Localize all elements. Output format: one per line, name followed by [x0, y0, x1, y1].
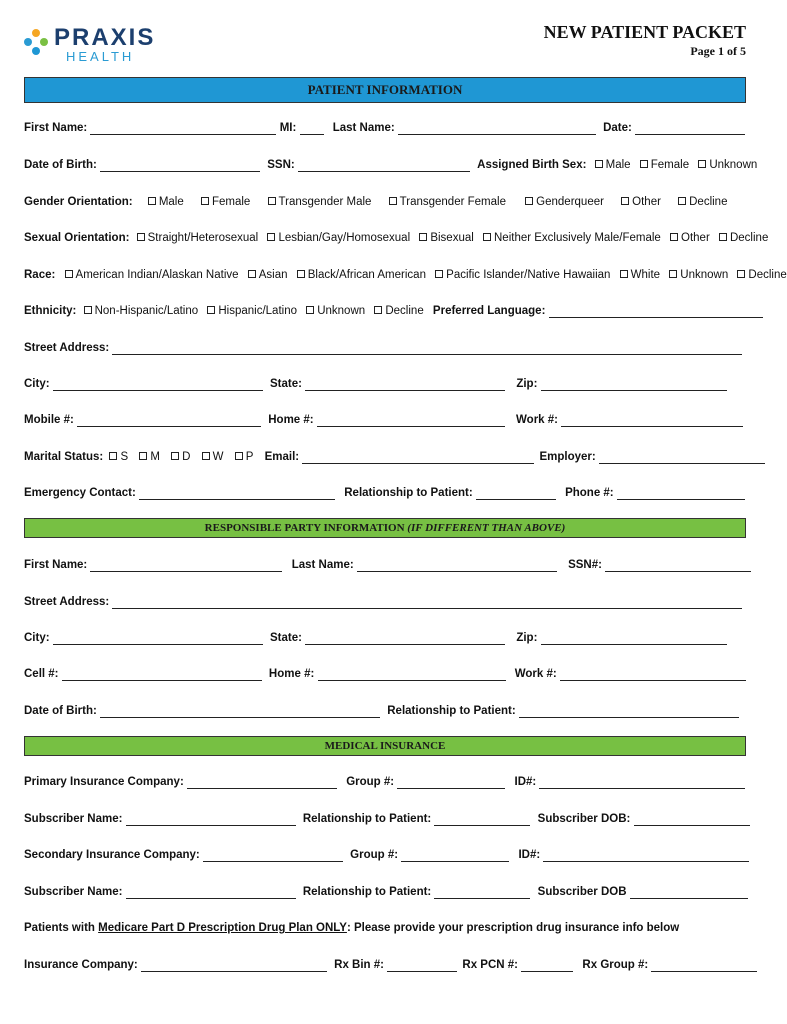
checkbox[interactable]: [148, 197, 156, 205]
checkbox[interactable]: [137, 233, 145, 241]
rx-company-label: Insurance Company:: [24, 959, 138, 971]
email-field[interactable]: [302, 451, 534, 464]
gender-label: Gender Orientation:: [24, 196, 133, 208]
race-option[interactable]: American Indian/Alaskan Native: [65, 268, 239, 282]
resp-city-field[interactable]: [53, 632, 263, 645]
work-label: Work #:: [516, 414, 558, 426]
responsible-note: (IF DIFFERENT THAN ABOVE): [407, 522, 566, 534]
sexual-option[interactable]: Neither Exclusively Male/Female: [483, 231, 661, 245]
race-option[interactable]: White: [620, 268, 660, 282]
email-label: Email:: [264, 451, 300, 463]
emergency-field[interactable]: [139, 487, 335, 500]
marital-label: Marital Status:: [24, 451, 104, 463]
resp-city-label: City:: [24, 632, 50, 644]
responsible-party-header: [24, 518, 746, 538]
checkbox[interactable]: [84, 306, 92, 314]
home-field[interactable]: [317, 414, 505, 427]
id-label-2: ID#:: [518, 849, 541, 861]
checkbox[interactable]: [268, 197, 276, 205]
group-label-2: Group #:: [350, 849, 399, 861]
sexual-orientation-row: [24, 231, 769, 245]
race-option[interactable]: Asian: [248, 268, 288, 282]
medicare-note: [24, 921, 746, 935]
ethnicity-option[interactable]: Hispanic/Latino: [207, 304, 297, 318]
responsible-city-row: [24, 631, 746, 645]
resp-zip-field[interactable]: [541, 632, 727, 645]
packet-title: NEW PATIENT PACKET: [543, 22, 746, 42]
secondary-insurance-row: [24, 848, 746, 862]
ins-relationship-label-2: Relationship to Patient:: [302, 886, 432, 898]
mobile-field[interactable]: [77, 414, 261, 427]
sexual-option[interactable]: Decline: [719, 231, 768, 245]
first-name-label: First Name:: [24, 122, 88, 134]
ethnicity-label: Ethnicity:: [24, 305, 77, 317]
phone-field[interactable]: [617, 487, 745, 500]
race-option[interactable]: Unknown: [669, 268, 728, 282]
subscriber-field[interactable]: [126, 813, 296, 826]
resp-dob-label: Date of Birth:: [24, 705, 97, 717]
checkbox[interactable]: [139, 452, 147, 460]
sexual-option[interactable]: Bisexual: [419, 231, 473, 245]
secondary-subscriber-row: [24, 885, 746, 899]
medical-insurance-header: MEDICAL INSURANCE: [24, 736, 746, 756]
checkbox[interactable]: [640, 160, 648, 168]
resp-first-name-label: First Name:: [24, 559, 88, 571]
responsible-title: RESPONSIBLE PARTY INFORMATION: [204, 522, 405, 534]
logo-mark-icon: [22, 28, 50, 56]
subscriber-label: Subscriber Name:: [24, 813, 123, 825]
mi-field[interactable]: [300, 122, 324, 135]
race-option[interactable]: Pacific Islander/Native Hawaiian: [435, 268, 610, 282]
resp-ssn-field[interactable]: [605, 559, 751, 572]
group-field-2[interactable]: [401, 849, 509, 862]
responsible-dob-row: [24, 704, 746, 718]
rx-pcn-label: Rx PCN #:: [462, 959, 519, 971]
checkbox[interactable]: [669, 270, 677, 278]
resp-last-name-field[interactable]: [357, 559, 557, 572]
medicare-note-pre: Patients with: [24, 922, 99, 934]
checkbox[interactable]: [267, 233, 275, 241]
checkbox[interactable]: [595, 160, 603, 168]
ssn-label: SSN:: [267, 159, 295, 171]
birth-sex-option[interactable]: Female: [640, 158, 689, 172]
medicare-note-plan: Medicare Part D Prescription Drug Plan ONLY: [98, 922, 347, 934]
dob-label: Date of Birth:: [24, 159, 97, 171]
subscriber-field-2[interactable]: [126, 886, 296, 899]
street-row: [24, 341, 746, 355]
ethnicity-option[interactable]: Non-Hispanic/Latino: [84, 304, 199, 318]
checkbox[interactable]: [419, 233, 427, 241]
resp-work-label: Work #:: [514, 668, 557, 680]
logo-word-health: HEALTH: [66, 49, 135, 64]
home-label: Home #:: [268, 414, 314, 426]
id-label: ID#:: [514, 776, 537, 788]
city-label: City:: [24, 378, 50, 390]
checkbox[interactable]: [483, 233, 491, 241]
language-field[interactable]: [549, 305, 763, 318]
phone-row: [24, 413, 746, 427]
id-field[interactable]: [539, 776, 745, 789]
subscriber-label-2: Subscriber Name:: [24, 886, 123, 898]
ins-relationship-label: Relationship to Patient:: [302, 813, 432, 825]
mobile-label: Mobile #:: [24, 414, 74, 426]
relationship-field[interactable]: [476, 487, 556, 500]
checkbox[interactable]: [678, 197, 686, 205]
resp-home-label: Home #:: [268, 668, 315, 680]
resp-last-name-label: Last Name:: [291, 559, 354, 571]
last-name-label: Last Name:: [332, 122, 395, 134]
rx-bin-label: Rx Bin #:: [334, 959, 384, 971]
emergency-label: Emergency Contact:: [24, 487, 136, 499]
phone-label: Phone #:: [565, 487, 614, 499]
secondary-insurance-field[interactable]: [203, 849, 343, 862]
marital-option[interactable]: S: [109, 450, 128, 464]
group-label: Group #:: [346, 776, 395, 788]
gender-option[interactable]: Transgender Female: [389, 195, 506, 209]
ins-relationship-field[interactable]: [434, 813, 530, 826]
resp-relationship-field[interactable]: [519, 705, 739, 718]
resp-state-field[interactable]: [305, 632, 505, 645]
primary-insurance-label: Primary Insurance Company:: [24, 776, 184, 788]
gender-option[interactable]: Decline: [678, 195, 727, 209]
group-field[interactable]: [397, 776, 505, 789]
state-label: State:: [269, 378, 302, 390]
mi-label: MI:: [279, 122, 297, 134]
resp-street-label: Street Address:: [24, 596, 110, 608]
resp-zip-label: Zip:: [516, 632, 538, 644]
resp-relationship-label: Relationship to Patient:: [387, 705, 516, 717]
rx-row: [24, 958, 746, 972]
subscriber-dob-label-2: Subscriber DOB: [537, 886, 627, 898]
resp-state-label: State:: [269, 632, 302, 644]
employer-label: Employer:: [539, 451, 596, 463]
checkbox[interactable]: [621, 197, 629, 205]
birth-sex-option[interactable]: Unknown: [698, 158, 757, 172]
gender-option[interactable]: Genderqueer: [525, 195, 604, 209]
city-field[interactable]: [53, 378, 263, 391]
primary-insurance-field[interactable]: [187, 776, 337, 789]
checkbox[interactable]: [435, 270, 443, 278]
responsible-name-row: [24, 558, 746, 572]
resp-cell-field[interactable]: [62, 668, 262, 681]
zip-label: Zip:: [516, 378, 538, 390]
checkbox[interactable]: [698, 160, 706, 168]
zip-field[interactable]: [541, 378, 727, 391]
checkbox[interactable]: [737, 270, 745, 278]
resp-work-field[interactable]: [560, 668, 746, 681]
marital-option[interactable]: M: [139, 450, 160, 464]
checkbox[interactable]: [719, 233, 727, 241]
checkbox[interactable]: [525, 197, 533, 205]
marital-option[interactable]: D: [171, 450, 190, 464]
ethnicity-row: [24, 304, 746, 318]
birth-sex-label: Assigned Birth Sex:: [477, 159, 587, 171]
secondary-insurance-label: Secondary Insurance Company:: [24, 849, 200, 861]
marital-row: [24, 450, 746, 464]
checkbox[interactable]: [670, 233, 678, 241]
responsible-phone-row: [24, 667, 746, 681]
responsible-street-row: [24, 595, 746, 609]
sexual-option[interactable]: Straight/Heterosexual: [137, 231, 259, 245]
subscriber-dob-label: Subscriber DOB:: [537, 813, 631, 825]
marital-option[interactable]: P: [235, 450, 254, 464]
page-number: Page 1 of 5: [690, 44, 746, 58]
checkbox[interactable]: [374, 306, 382, 314]
patient-name-row: [24, 121, 746, 135]
state-field[interactable]: [305, 378, 505, 391]
race-label: Race:: [24, 269, 56, 281]
birth-sex-option[interactable]: Male: [595, 158, 631, 172]
ins-relationship-field-2[interactable]: [434, 886, 530, 899]
race-option[interactable]: Decline: [737, 268, 786, 282]
resp-cell-label: Cell #:: [24, 668, 59, 680]
resp-home-field[interactable]: [318, 668, 506, 681]
checkbox[interactable]: [171, 452, 179, 460]
checkbox[interactable]: [620, 270, 628, 278]
first-name-field[interactable]: [90, 122, 276, 135]
subscriber-dob-field-2[interactable]: [630, 886, 748, 899]
sexual-option[interactable]: Other: [670, 231, 710, 245]
logo-word-praxis: PRAXIS: [54, 24, 156, 51]
date-field[interactable]: [635, 122, 745, 135]
rx-group-field[interactable]: [651, 959, 757, 972]
rx-pcn-field[interactable]: [521, 959, 573, 972]
ethnicity-option[interactable]: Unknown: [306, 304, 365, 318]
patient-dob-row: [24, 158, 758, 172]
checkbox[interactable]: [389, 197, 397, 205]
language-label: Preferred Language:: [432, 305, 546, 317]
checkbox[interactable]: [109, 452, 117, 460]
resp-street-field[interactable]: [112, 596, 742, 609]
city-row: [24, 377, 746, 391]
rx-company-field[interactable]: [141, 959, 327, 972]
sexual-option[interactable]: Lesbian/Gay/Homosexual: [267, 231, 410, 245]
checkbox[interactable]: [297, 270, 305, 278]
gender-option[interactable]: Male: [148, 195, 184, 209]
checkbox[interactable]: [306, 306, 314, 314]
rx-group-label: Rx Group #:: [582, 959, 649, 971]
marital-option[interactable]: W: [202, 450, 224, 464]
subscriber-dob-field[interactable]: [634, 813, 750, 826]
dob-field[interactable]: [100, 159, 260, 172]
checkbox[interactable]: [65, 270, 73, 278]
gender-option[interactable]: Female: [201, 195, 250, 209]
id-field-2[interactable]: [543, 849, 749, 862]
patient-info-header: PATIENT INFORMATION: [24, 77, 746, 103]
resp-dob-field[interactable]: [100, 705, 380, 718]
sexual-orientation-label: Sexual Orientation:: [24, 232, 130, 244]
rx-bin-field[interactable]: [387, 959, 457, 972]
ethnicity-option[interactable]: Decline: [374, 304, 423, 318]
checkbox[interactable]: [201, 197, 209, 205]
race-option[interactable]: Black/African American: [297, 268, 426, 282]
gender-row: [24, 195, 746, 209]
checkbox[interactable]: [207, 306, 215, 314]
primary-insurance-row: [24, 775, 746, 789]
checkbox[interactable]: [202, 452, 210, 460]
work-field[interactable]: [561, 414, 743, 427]
gender-option[interactable]: Other: [621, 195, 661, 209]
praxis-logo: [22, 24, 162, 66]
resp-ssn-label: SSN#:: [568, 559, 602, 571]
last-name-field[interactable]: [398, 122, 596, 135]
gender-option[interactable]: Transgender Male: [268, 195, 372, 209]
medicare-note-post: : Please provide your prescription drug insurance info below: [346, 922, 680, 934]
race-row: [24, 268, 787, 282]
primary-subscriber-row: [24, 812, 746, 826]
employer-field[interactable]: [599, 451, 765, 464]
ssn-field[interactable]: [298, 159, 470, 172]
street-field[interactable]: [112, 342, 742, 355]
emergency-row: [24, 486, 746, 500]
resp-first-name-field[interactable]: [90, 559, 282, 572]
relationship-label: Relationship to Patient:: [344, 487, 473, 499]
date-label: Date:: [603, 122, 632, 134]
street-label: Street Address:: [24, 342, 110, 354]
checkbox[interactable]: [248, 270, 256, 278]
checkbox[interactable]: [235, 452, 243, 460]
